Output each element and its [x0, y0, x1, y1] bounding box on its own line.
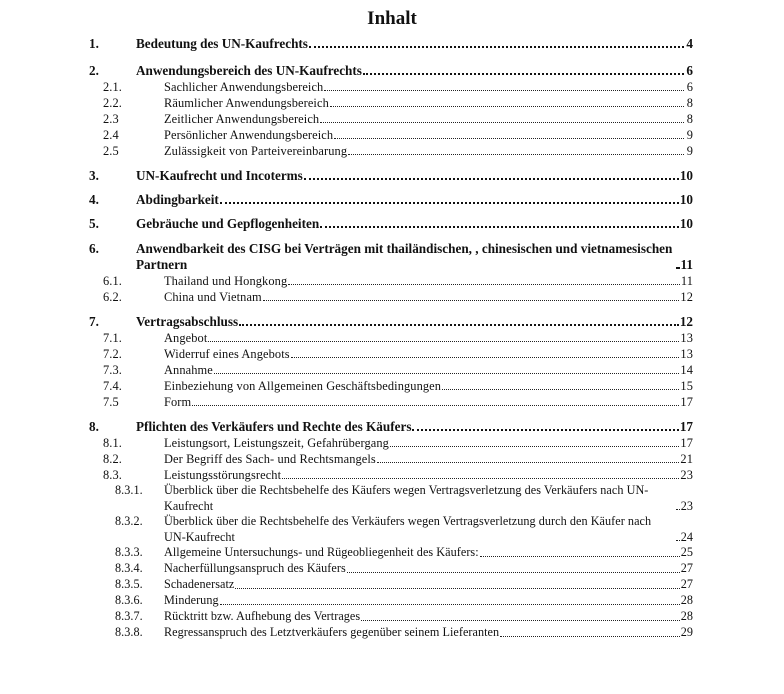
- entry-title: Leistungsort, Leistungszeit, Gefahrübergang: [164, 436, 389, 450]
- entry-title: Anwendungsbereich des UN-Kaufrechts: [136, 63, 362, 78]
- entry-page-number: 10: [679, 192, 693, 207]
- toc-section-entry[interactable]: [0, 435, 784, 451]
- dot-leader: [263, 299, 680, 301]
- entry-page-number: 11: [680, 257, 693, 272]
- entry-number: 2.: [89, 63, 99, 78]
- toc-section-entry[interactable]: [0, 609, 784, 625]
- entry-number: 2.5: [103, 144, 119, 158]
- toc-chapter-entry[interactable]: [0, 419, 784, 435]
- entry-page-number: 25: [680, 545, 693, 559]
- entry-page-number: 17: [680, 436, 693, 450]
- entry-page-number: 28: [680, 593, 693, 607]
- entry-number: 6.1.: [103, 274, 122, 288]
- entry-title: Thailand und Hongkong: [164, 274, 288, 288]
- entry-number: 8.2.: [103, 452, 122, 466]
- entry-title: China und Vietnam: [164, 290, 262, 304]
- entry-page-number: 13: [680, 331, 693, 345]
- toc-section-entry[interactable]: [0, 79, 784, 95]
- entry-title: Pflichten des Verkäufers und Rechte des Käufers: [136, 419, 412, 434]
- dot-leader: [676, 508, 680, 510]
- entry-number: 8.3.8.: [115, 625, 143, 639]
- toc-chapter-entry[interactable]: [0, 63, 784, 79]
- toc-chapter-entry[interactable]: [0, 241, 784, 273]
- dot-leader: [330, 105, 684, 107]
- entry-page-number: 4: [686, 36, 693, 51]
- entry-title: Form: [164, 395, 192, 409]
- dot-leader: [192, 404, 679, 406]
- toc-section-entry[interactable]: [0, 289, 784, 305]
- entry-number: 4.: [89, 192, 99, 207]
- entry-number: 8.3.7.: [115, 609, 143, 623]
- entry-page-number: 6: [686, 80, 693, 94]
- entry-page-number: 11: [680, 274, 693, 288]
- dot-leader: [347, 571, 680, 573]
- entry-title: UN-Kaufrecht und Incoterms: [136, 168, 303, 183]
- dot-leader: [334, 137, 684, 139]
- entry-number: 6.2.: [103, 290, 122, 304]
- dot-leader: [239, 323, 679, 326]
- toc-section-entry[interactable]: [0, 625, 784, 641]
- dot-leader: [320, 121, 684, 123]
- entry-title: Überblick über die Rechtsbehelfe des Verkäufers wegen Vertragsverletzung durch den Käufer nach UN-Kaufrecht: [164, 514, 652, 544]
- entry-title: Annahme: [164, 363, 213, 377]
- dot-leader: [282, 477, 679, 479]
- entry-page-number: 28: [680, 609, 693, 623]
- entry-number: 1.: [89, 36, 99, 51]
- dot-leader: [676, 539, 680, 541]
- toc-section-entry[interactable]: [0, 577, 784, 593]
- entry-title: Allgemeine Untersuchungs- und Rügeobliegenheit des Käufers:: [164, 545, 479, 559]
- entry-number: 7.3.: [103, 363, 122, 377]
- entry-title: Minderung: [164, 593, 219, 607]
- toc-section-entry[interactable]: [0, 346, 784, 362]
- entry-title: Einbeziehung von Allgemeinen Geschäftsbedingungen: [164, 379, 442, 393]
- entry-page-number: 17: [679, 419, 693, 434]
- toc-section-entry[interactable]: [0, 514, 784, 545]
- entry-page-number: 10: [679, 216, 693, 231]
- dot-leader: [500, 635, 680, 637]
- toc-section-entry[interactable]: [0, 143, 784, 159]
- toc-section-entry[interactable]: [0, 330, 784, 346]
- entry-number: 2.1.: [103, 80, 122, 94]
- entry-title: Angebot: [164, 331, 208, 345]
- dot-leader: [288, 283, 680, 285]
- entry-number: 7.5: [103, 395, 119, 409]
- entry-title: Der Begriff des Sach- und Rechtsmangels: [164, 452, 376, 466]
- entry-page-number: 15: [680, 379, 693, 393]
- entry-title: Abdingbarkeit: [136, 192, 219, 207]
- entry-page-number: 23: [680, 498, 693, 513]
- toc-title: Inhalt: [367, 8, 417, 29]
- entry-number: 8.3.3.: [115, 545, 143, 559]
- entry-number: 7.: [89, 314, 99, 329]
- dot-leader: [412, 428, 678, 431]
- entry-page-number: 12: [679, 314, 693, 329]
- dot-leader: [480, 555, 680, 557]
- entry-page-number: 8: [686, 96, 693, 110]
- entry-number: 5.: [89, 216, 99, 231]
- entry-title: Räumlicher Anwendungsbereich: [164, 96, 329, 110]
- toc-section-entry[interactable]: [0, 483, 784, 514]
- dot-leader: [390, 445, 679, 447]
- toc-chapter-entry[interactable]: [0, 314, 784, 330]
- dot-leader: [214, 372, 680, 374]
- entry-number: 8.: [89, 419, 99, 434]
- entry-number: 8.1.: [103, 436, 122, 450]
- entry-page-number: 27: [680, 577, 693, 591]
- toc-section-entry[interactable]: [0, 127, 784, 143]
- entry-number: 3.: [89, 168, 99, 183]
- toc-section-entry[interactable]: [0, 593, 784, 609]
- dot-leader: [220, 603, 680, 605]
- entry-page-number: 12: [680, 290, 693, 304]
- entry-page-number: 8: [686, 112, 693, 126]
- toc-section-entry[interactable]: [0, 451, 784, 467]
- entry-title: Leistungsstörungsrecht: [164, 468, 282, 482]
- entry-number: 2.3: [103, 112, 119, 126]
- entry-number: 6.: [89, 241, 99, 256]
- entry-page-number: 29: [680, 625, 693, 639]
- dot-leader: [676, 266, 680, 269]
- dot-leader: [208, 340, 679, 342]
- toc-section-entry[interactable]: [0, 394, 784, 410]
- toc-chapter-entry[interactable]: [0, 36, 784, 52]
- dot-leader: [348, 153, 684, 155]
- entry-number: 8.3.1.: [115, 483, 143, 497]
- entry-number: 7.2.: [103, 347, 122, 361]
- toc-section-entry[interactable]: [0, 378, 784, 394]
- toc-chapter-entry[interactable]: [0, 168, 784, 184]
- entry-title: Sachlicher Anwendungsbereich: [164, 80, 324, 94]
- entry-page-number: 6: [686, 63, 693, 78]
- toc-section-entry[interactable]: [0, 95, 784, 111]
- entry-page-number: 17: [680, 395, 693, 409]
- toc-section-entry[interactable]: [0, 561, 784, 577]
- dot-leader: [220, 201, 679, 204]
- entry-title: Bedeutung des UN-Kaufrechts: [136, 36, 308, 51]
- entry-page-number: 10: [679, 168, 693, 183]
- dot-leader: [304, 177, 679, 180]
- entry-page-number: 9: [686, 144, 693, 158]
- entry-title: Vertragsabschluss: [136, 314, 239, 329]
- entry-page-number: 9: [686, 128, 693, 142]
- entry-page-number: 24: [680, 529, 693, 544]
- dot-leader: [377, 461, 680, 463]
- dot-leader: [361, 619, 680, 621]
- toc-section-entry[interactable]: [0, 273, 784, 289]
- dot-leader: [363, 72, 684, 75]
- dot-leader: [320, 225, 679, 228]
- dot-leader: [442, 388, 679, 390]
- table-of-contents: [0, 36, 784, 641]
- entry-title: Zeitlicher Anwendungsbereich: [164, 112, 320, 126]
- dot-leader: [291, 356, 680, 358]
- toc-section-entry[interactable]: [0, 545, 784, 561]
- entry-page-number: 21: [680, 452, 693, 466]
- entry-title: Rücktritt bzw. Aufhebung des Vertrages: [164, 609, 361, 623]
- entry-title: Gebräuche und Gepflogenheiten: [136, 216, 320, 231]
- entry-title: Schadenersatz: [164, 577, 235, 591]
- toc-chapter-entry[interactable]: [0, 216, 784, 232]
- entry-title: Persönlicher Anwendungsbereich: [164, 128, 334, 142]
- entry-number: 8.3.6.: [115, 593, 143, 607]
- entry-title: Zulässigkeit von Parteivereinbarung: [164, 144, 348, 158]
- dot-leader: [235, 587, 679, 589]
- toc-section-entry[interactable]: [0, 467, 784, 483]
- entry-number: 2.2.: [103, 96, 122, 110]
- entry-title: Überblick über die Rechtsbehelfe des Käufers wegen Vertragsverletzung des Verkäufers nach UN-Kaufrecht: [164, 483, 649, 513]
- dot-leader: [309, 45, 684, 48]
- entry-number: 8.3.5.: [115, 577, 143, 591]
- entry-number: 2.4: [103, 128, 119, 142]
- entry-title: Nacherfüllungsanspruch des Käufers: [164, 561, 346, 575]
- entry-number: 8.3.4.: [115, 561, 143, 575]
- entry-page-number: 23: [680, 468, 693, 482]
- toc-section-entry[interactable]: [0, 111, 784, 127]
- entry-number: 8.3.: [103, 468, 122, 482]
- dot-leader: [324, 89, 684, 91]
- toc-chapter-entry[interactable]: [0, 192, 784, 208]
- entry-number: 7.4.: [103, 379, 122, 393]
- entry-number: 8.3.2.: [115, 514, 143, 528]
- entry-number: 7.1.: [103, 331, 122, 345]
- entry-page-number: 27: [680, 561, 693, 575]
- entry-title: Widerruf eines Angebots: [164, 347, 290, 361]
- entry-page-number: 14: [680, 363, 693, 377]
- entry-page-number: 13: [680, 347, 693, 361]
- entry-title: Regressanspruch des Letztverkäufers gegenüber seinem Lieferanten: [164, 625, 500, 639]
- toc-section-entry[interactable]: [0, 362, 784, 378]
- entry-title: Anwendbarkeit des CISG bei Verträgen mit thailändischen, , chinesischen und vietnamesischen Partnern: [136, 241, 673, 272]
